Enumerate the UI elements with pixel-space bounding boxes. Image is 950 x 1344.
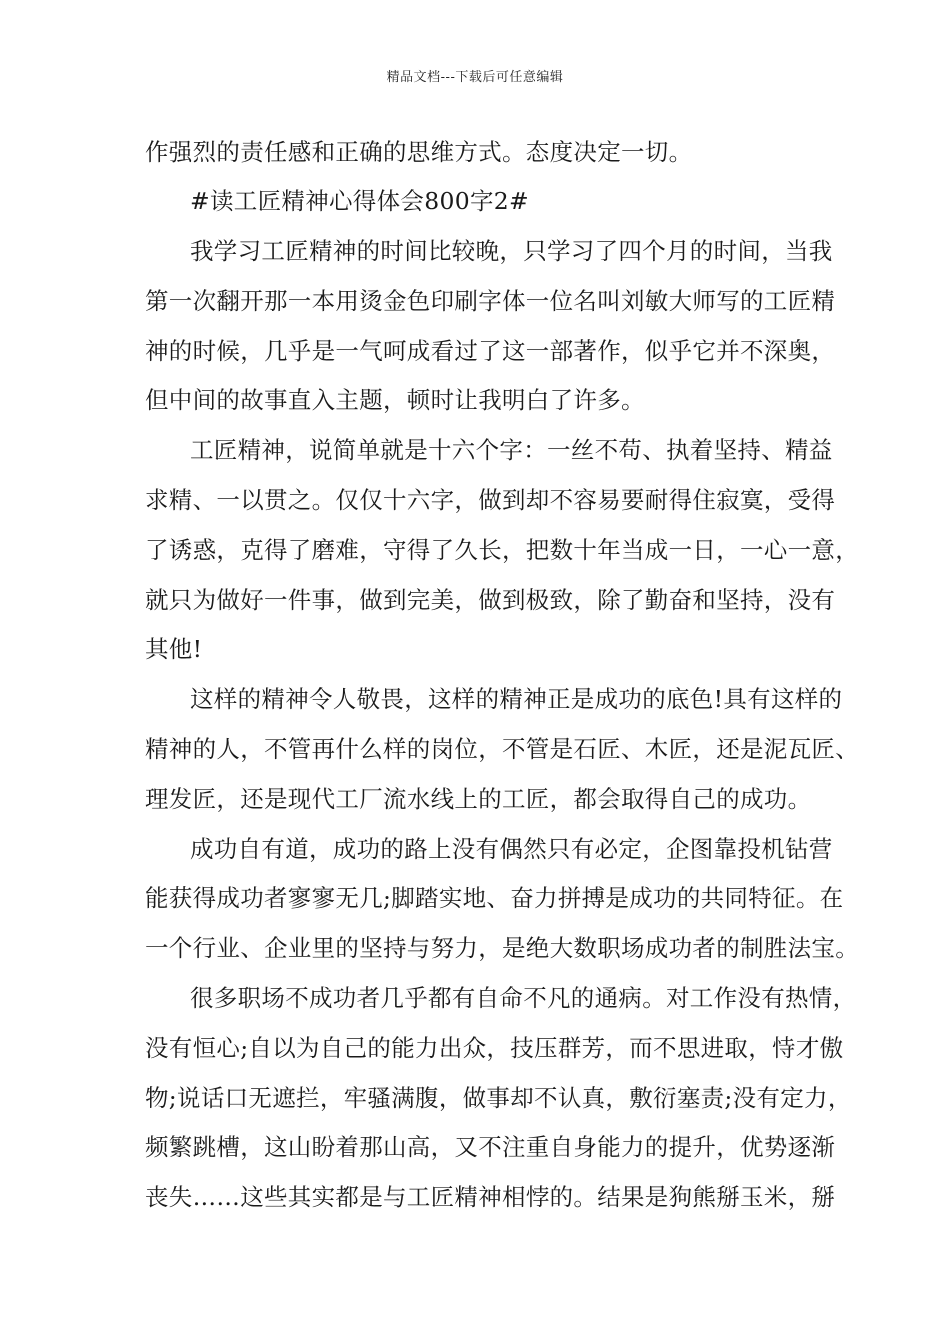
page-header: 精品文档---下载后可任意编辑 (386, 70, 564, 85)
text-line: 成功自有道，成功的路上没有偶然只有必定，企图靠投机钻营 (190, 835, 833, 863)
text-line: 频繁跳槽，这山盼着那山高，又不注重自身能力的提升，优势逐渐 (145, 1133, 836, 1161)
text-line: 没有恒心;自以为自己的能力出众，技压群芳，而不思进取，恃才傲 (145, 1034, 844, 1062)
text-line: 物;说话口无遮拦，牢骚满腹，做事却不认真，敷衍塞责;没有定力， (145, 1084, 852, 1112)
text-line: 这样的精神令人敬畏，这样的精神正是成功的底色!具有这样的 (190, 685, 843, 713)
text-line: 了诱惑，克得了磨难，守得了久长，把数十年当成一日，一心一意， (145, 536, 859, 564)
text-line: 能获得成功者寥寥无几;脚踏实地、奋力拼搏是成功的共同特征。在 (145, 884, 844, 912)
text-line: 一个行业、企业里的坚持与努力，是绝大数职场成功者的制胜法宝。 (145, 934, 859, 962)
text-line: 理发匠，还是现代工厂流水线上的工匠，都会取得自己的成功。 (145, 785, 812, 813)
text-line: 我学习工匠精神的时间比较晚，只学习了四个月的时间，当我 (190, 237, 833, 265)
text-line: 其他! (145, 635, 203, 663)
text-line: 神的时候，几乎是一气呵成看过了这一部著作，似乎它并不深奥， (145, 337, 836, 365)
section-heading: #读工匠精神心得体会800字2# (190, 187, 529, 215)
text-line: 第一次翻开那一本用烫金色印刷字体一位名叫刘敏大师写的工匠精 (145, 287, 836, 315)
text-line: 丧失……这些其实都是与工匠精神相悖的。结果是狗熊掰玉米，掰 (145, 1183, 836, 1211)
text-line: 求精、一以贯之。仅仅十六字，做到却不容易要耐得住寂寞，受得 (145, 486, 836, 514)
text-line: 很多职场不成功者几乎都有自命不凡的通病。对工作没有热情， (190, 984, 857, 1012)
text-line: 但中间的故事直入主题，顿时让我明白了许多。 (145, 386, 645, 414)
text-line: 就只为做好一件事，做到完美，做到极致，除了勤奋和坚持，没有 (145, 586, 836, 614)
text-line: 工匠精神，说简单就是十六个字：一丝不苟、执着坚持、精益 (190, 436, 833, 464)
text-line: 精神的人，不管再什么样的岗位，不管是石匠、木匠，还是泥瓦匠、 (145, 735, 859, 763)
text-line: 作强烈的责任感和正确的思维方式。态度决定一切。 (145, 138, 693, 166)
